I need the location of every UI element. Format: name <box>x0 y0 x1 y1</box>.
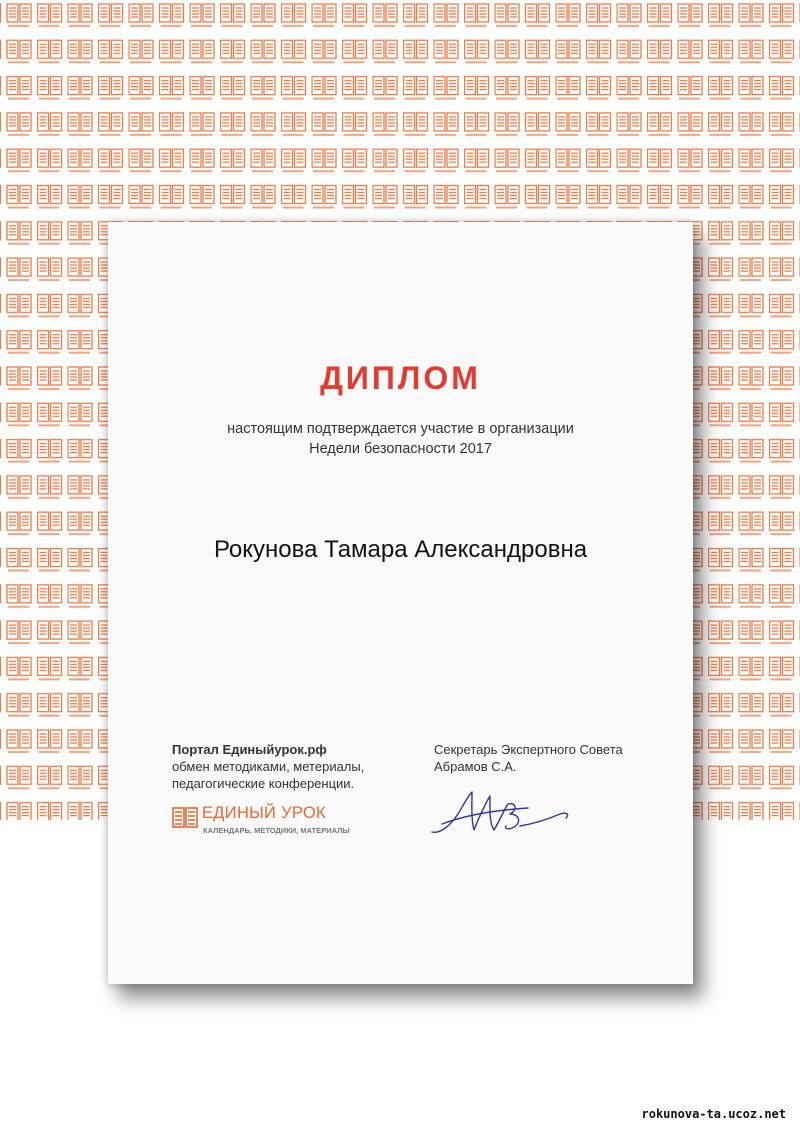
portal-description-line-1: обмен методиками, метериалы, <box>172 759 365 774</box>
recipient-name: Рокунова Тамара Александровна <box>213 536 588 563</box>
signature <box>428 784 578 844</box>
portal-info <box>172 741 392 792</box>
diploma-title: ДИПЛОМ <box>320 360 481 396</box>
subtitle-line-1: настоящим подтверждается участие в организации <box>227 421 574 437</box>
book-icon <box>172 807 198 831</box>
secretary-info <box>434 741 684 775</box>
logo-title: ЕДИНЫЙ УРОК <box>202 804 326 822</box>
edinyi-urok-logo <box>172 805 372 841</box>
site-watermark: rokunova-ta.ucoz.net <box>641 1107 786 1121</box>
diploma-subtitle <box>108 419 693 459</box>
secretary-position: Секретарь Экспертного Совета <box>434 742 623 757</box>
subtitle-line-2: Недели безопасности 2017 <box>309 441 492 457</box>
diploma-sheet <box>108 222 693 984</box>
portal-name: Портал Единыйурок.рф <box>172 742 327 757</box>
logo-tagline: КАЛЕНДАРЬ, МЕТОДИКИ, МАТЕРИАЛЫ <box>203 826 350 835</box>
portal-description-line-2: педагогические конференции. <box>172 776 355 791</box>
secretary-name: Абрамов С.А. <box>434 759 517 774</box>
